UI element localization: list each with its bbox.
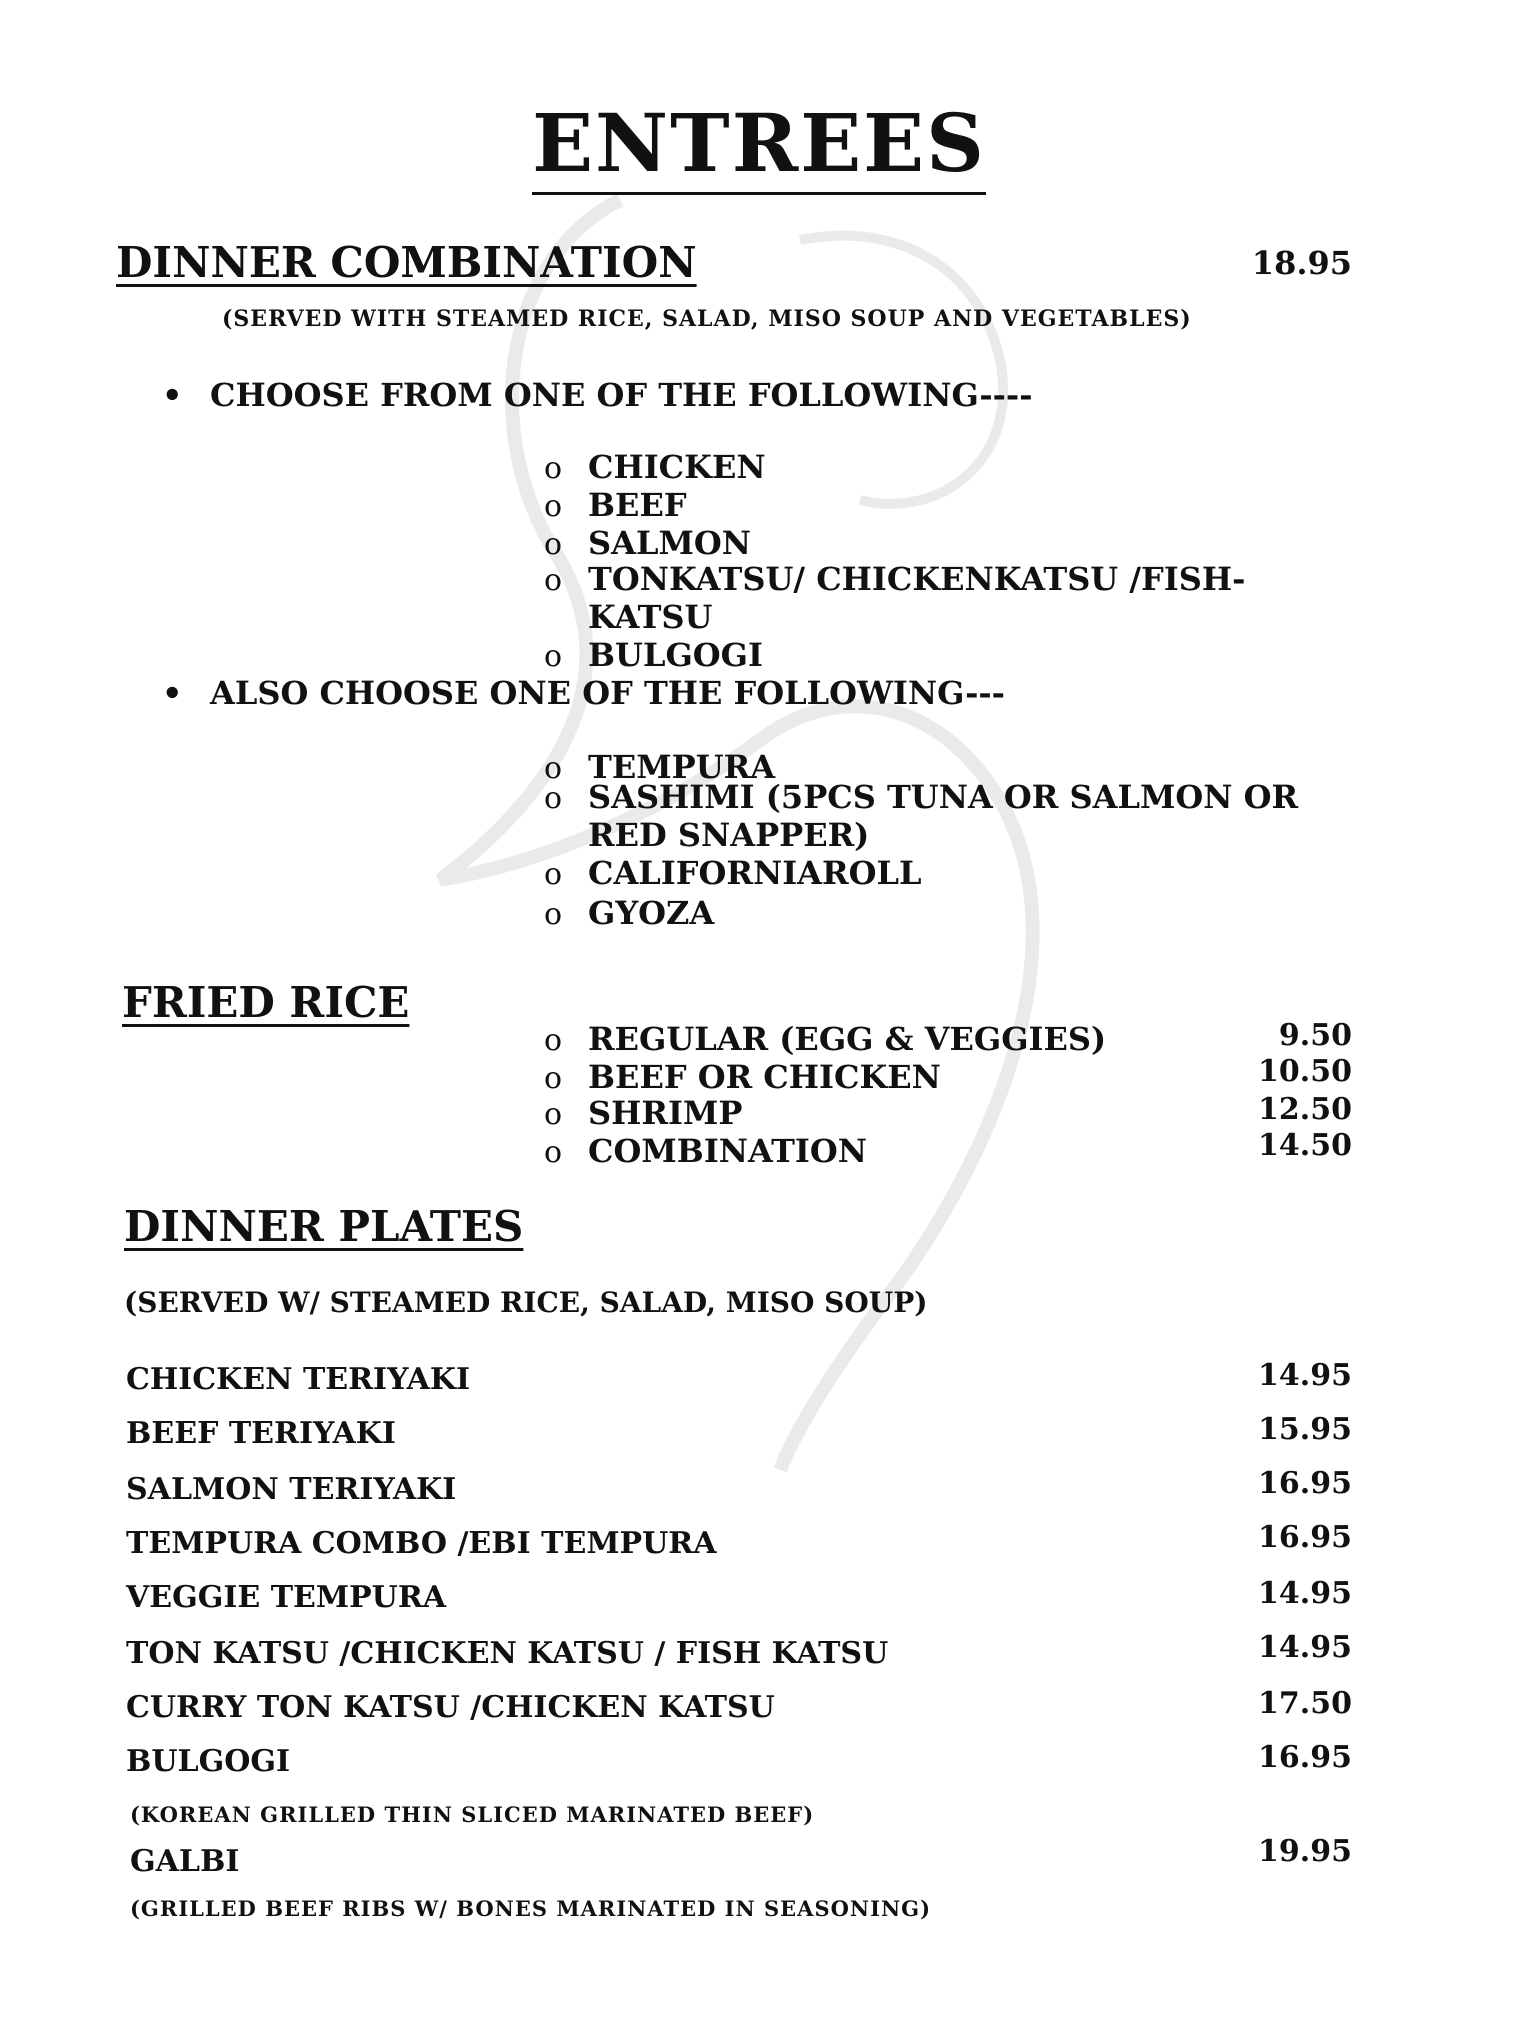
fried-rice-item-2: o BEEF OR CHICKEN [544, 1058, 941, 1096]
dinner-combination-heading: DINNER COMBINATION [116, 238, 697, 287]
choose-two-bullet: • ALSO CHOOSE ONE OF THE FOLLOWING--- [162, 674, 1005, 712]
plate-price-2: 15.95 [1258, 1412, 1352, 1447]
plate-item-3: SALMON TERIYAKI [126, 1472, 457, 1507]
fried-rice-price-1: 9.50 [1278, 1018, 1352, 1053]
circle-bullet-icon: o [544, 1023, 563, 1058]
combo-side-4: o GYOZA [544, 894, 715, 932]
plate-price-1: 14.95 [1258, 1358, 1352, 1393]
combo-option-5: o BULGOGI [544, 636, 763, 674]
circle-bullet-icon: o [544, 857, 563, 892]
circle-bullet-icon: o [544, 639, 563, 674]
plate-item-6: TON KATSU /CHICKEN KATSU / FISH KATSU [126, 1636, 889, 1671]
galbi-note: (GRILLED BEEF RIBS W/ BONES MARINATED IN SEASONING) [130, 1896, 932, 1921]
plate-item-7: CURRY TON KATSU /CHICKEN KATSU [126, 1690, 775, 1725]
dinner-combination-note: (SERVED WITH STEAMED RICE, SALAD, MISO SOUP AND VEGETABLES) [222, 306, 1192, 332]
bulgogi-note: (KOREAN GRILLED THIN SLICED MARINATED BEEF) [130, 1802, 815, 1827]
circle-bullet-icon: o [544, 1097, 563, 1132]
plate-price-6: 14.95 [1258, 1630, 1352, 1665]
plate-price-4: 16.95 [1258, 1520, 1352, 1555]
page-title: ENTREES [0, 96, 1518, 190]
plate-price-8: 16.95 [1258, 1740, 1352, 1775]
fried-rice-item-4: o COMBINATION [544, 1132, 868, 1170]
plate-item-9: GALBI [130, 1844, 240, 1879]
circle-bullet-icon: o [544, 751, 563, 786]
plate-price-5: 14.95 [1258, 1576, 1352, 1611]
plate-item-5: VEGGIE TEMPURA [126, 1580, 447, 1615]
combo-option-4: o TONKATSU/ CHICKENKATSU /FISH-KATSU [544, 560, 1246, 636]
combo-option-2: o BEEF [544, 486, 687, 524]
dinner-plates-note: (SERVED W/ STEAMED RICE, SALAD, MISO SOUP) [124, 1286, 928, 1319]
plate-price-9: 19.95 [1258, 1834, 1352, 1869]
circle-bullet-icon: o [544, 527, 563, 562]
fried-rice-price-2: 10.50 [1258, 1054, 1352, 1089]
circle-bullet-icon: o [544, 563, 563, 598]
choose-one-bullet: • CHOOSE FROM ONE OF THE FOLLOWING---- [162, 376, 1033, 414]
plate-item-8: BULGOGI [126, 1744, 291, 1779]
circle-bullet-icon: o [544, 1061, 563, 1096]
plate-item-4: TEMPURA COMBO /EBI TEMPURA [126, 1526, 717, 1561]
fried-rice-item-1: o REGULAR (EGG & VEGGIES) [544, 1020, 1107, 1058]
combo-side-3: o CALIFORNIAROLL [544, 854, 922, 892]
combo-option-1: o CHICKEN [544, 448, 766, 486]
plate-price-7: 17.50 [1258, 1686, 1352, 1721]
circle-bullet-icon: o [544, 781, 563, 816]
bullet-icon: • [162, 674, 183, 712]
plate-item-2: BEEF TERIYAKI [126, 1416, 396, 1451]
combo-option-3: o SALMON [544, 524, 751, 562]
circle-bullet-icon: o [544, 451, 563, 486]
fried-rice-item-3: o SHRIMP [544, 1094, 743, 1132]
plate-item-1: CHICKEN TERIYAKI [126, 1362, 470, 1397]
bullet-icon: • [162, 376, 183, 414]
circle-bullet-icon: o [544, 489, 563, 524]
fried-rice-price-4: 14.50 [1258, 1128, 1352, 1163]
plate-price-3: 16.95 [1258, 1466, 1352, 1501]
dinner-plates-heading: DINNER PLATES [124, 1202, 524, 1251]
combo-side-2: o SASHIMI (5PCS TUNA OR SALMON OR RED SNAPPER) [544, 778, 1299, 854]
circle-bullet-icon: o [544, 897, 563, 932]
circle-bullet-icon: o [544, 1135, 563, 1170]
combo-side-1: o TEMPURA [544, 748, 776, 786]
fried-rice-heading: FRIED RICE [122, 978, 410, 1027]
fried-rice-price-3: 12.50 [1258, 1092, 1352, 1127]
dinner-combination-price: 18.95 [1251, 244, 1352, 282]
